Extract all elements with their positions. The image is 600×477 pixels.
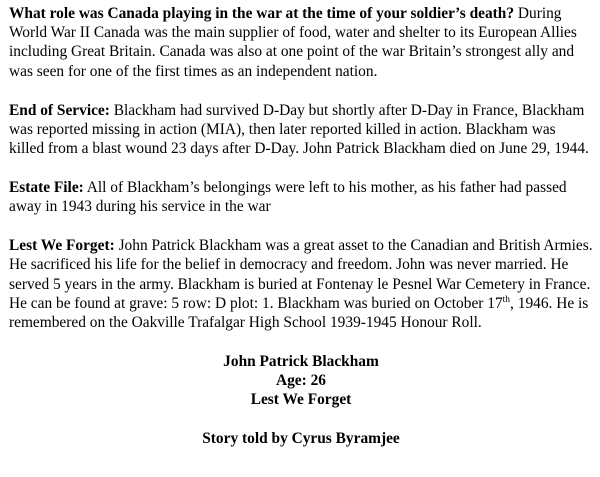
ordinal-suffix: th — [502, 294, 511, 305]
memorial-motto: Lest We Forget — [250, 391, 352, 409]
paragraph-estate-file — [9, 178, 593, 216]
paragraph-lest-we-forget — [9, 236, 593, 332]
paragraph-heading: What role was Canada playing in the war at the time of your soldier’s death? — [9, 5, 515, 22]
paragraph-body: During World War II Canada was the main supplier of food, water and shelter to its European Allies including Great Britain. Canada was also at one point of the war Britain’s strongest ally and was seen for one of the first times as an independent nation. — [9, 5, 577, 80]
document-page — [9, 4, 593, 449]
paragraph-heading: Estate File: — [9, 179, 84, 197]
paragraph-end-of-service — [9, 101, 593, 159]
paragraph-canada-role — [9, 4, 593, 81]
paragraph-body: All of Blackham’s belongings were left to his mother, as his father had passed away in 1943 during his service in the war — [9, 179, 567, 216]
paragraph-body-continued: , 1946. He is remembered on the Oakville Trafalgar High School 1939-1945 Honour Roll. — [9, 294, 589, 332]
paragraph-heading: End of Service: — [9, 101, 110, 119]
soldier-name: John Patrick Blackham — [223, 353, 379, 371]
paragraph-heading: Lest We Forget: — [9, 237, 115, 255]
author-credit: Story told by Cyrus Byramjee — [202, 430, 400, 448]
paragraph-body: John Patrick Blackham was a great asset to the Canadian and British Armies. He sacrificed his life for the belief in democracy and freedom. John was never married. He served 5 years in the army. Blackham is buried at Fontenay le Pesnel War Cemetery in France. He can be found at grave: 5 row: D plot: 1. Blackham was buried on October 17 — [9, 237, 593, 312]
soldier-signoff — [9, 352, 593, 410]
paragraph-body: Blackham had survived D-Day but shortly after D-Day in France, Blackham was reported missing in action (MIA), then later reported killed in action. Blackham was killed from a blast wound 23 days after D-Day. John Patrick Blackham died on June 29, 1944. — [9, 101, 589, 158]
soldier-age: Age: 26 — [275, 372, 326, 390]
